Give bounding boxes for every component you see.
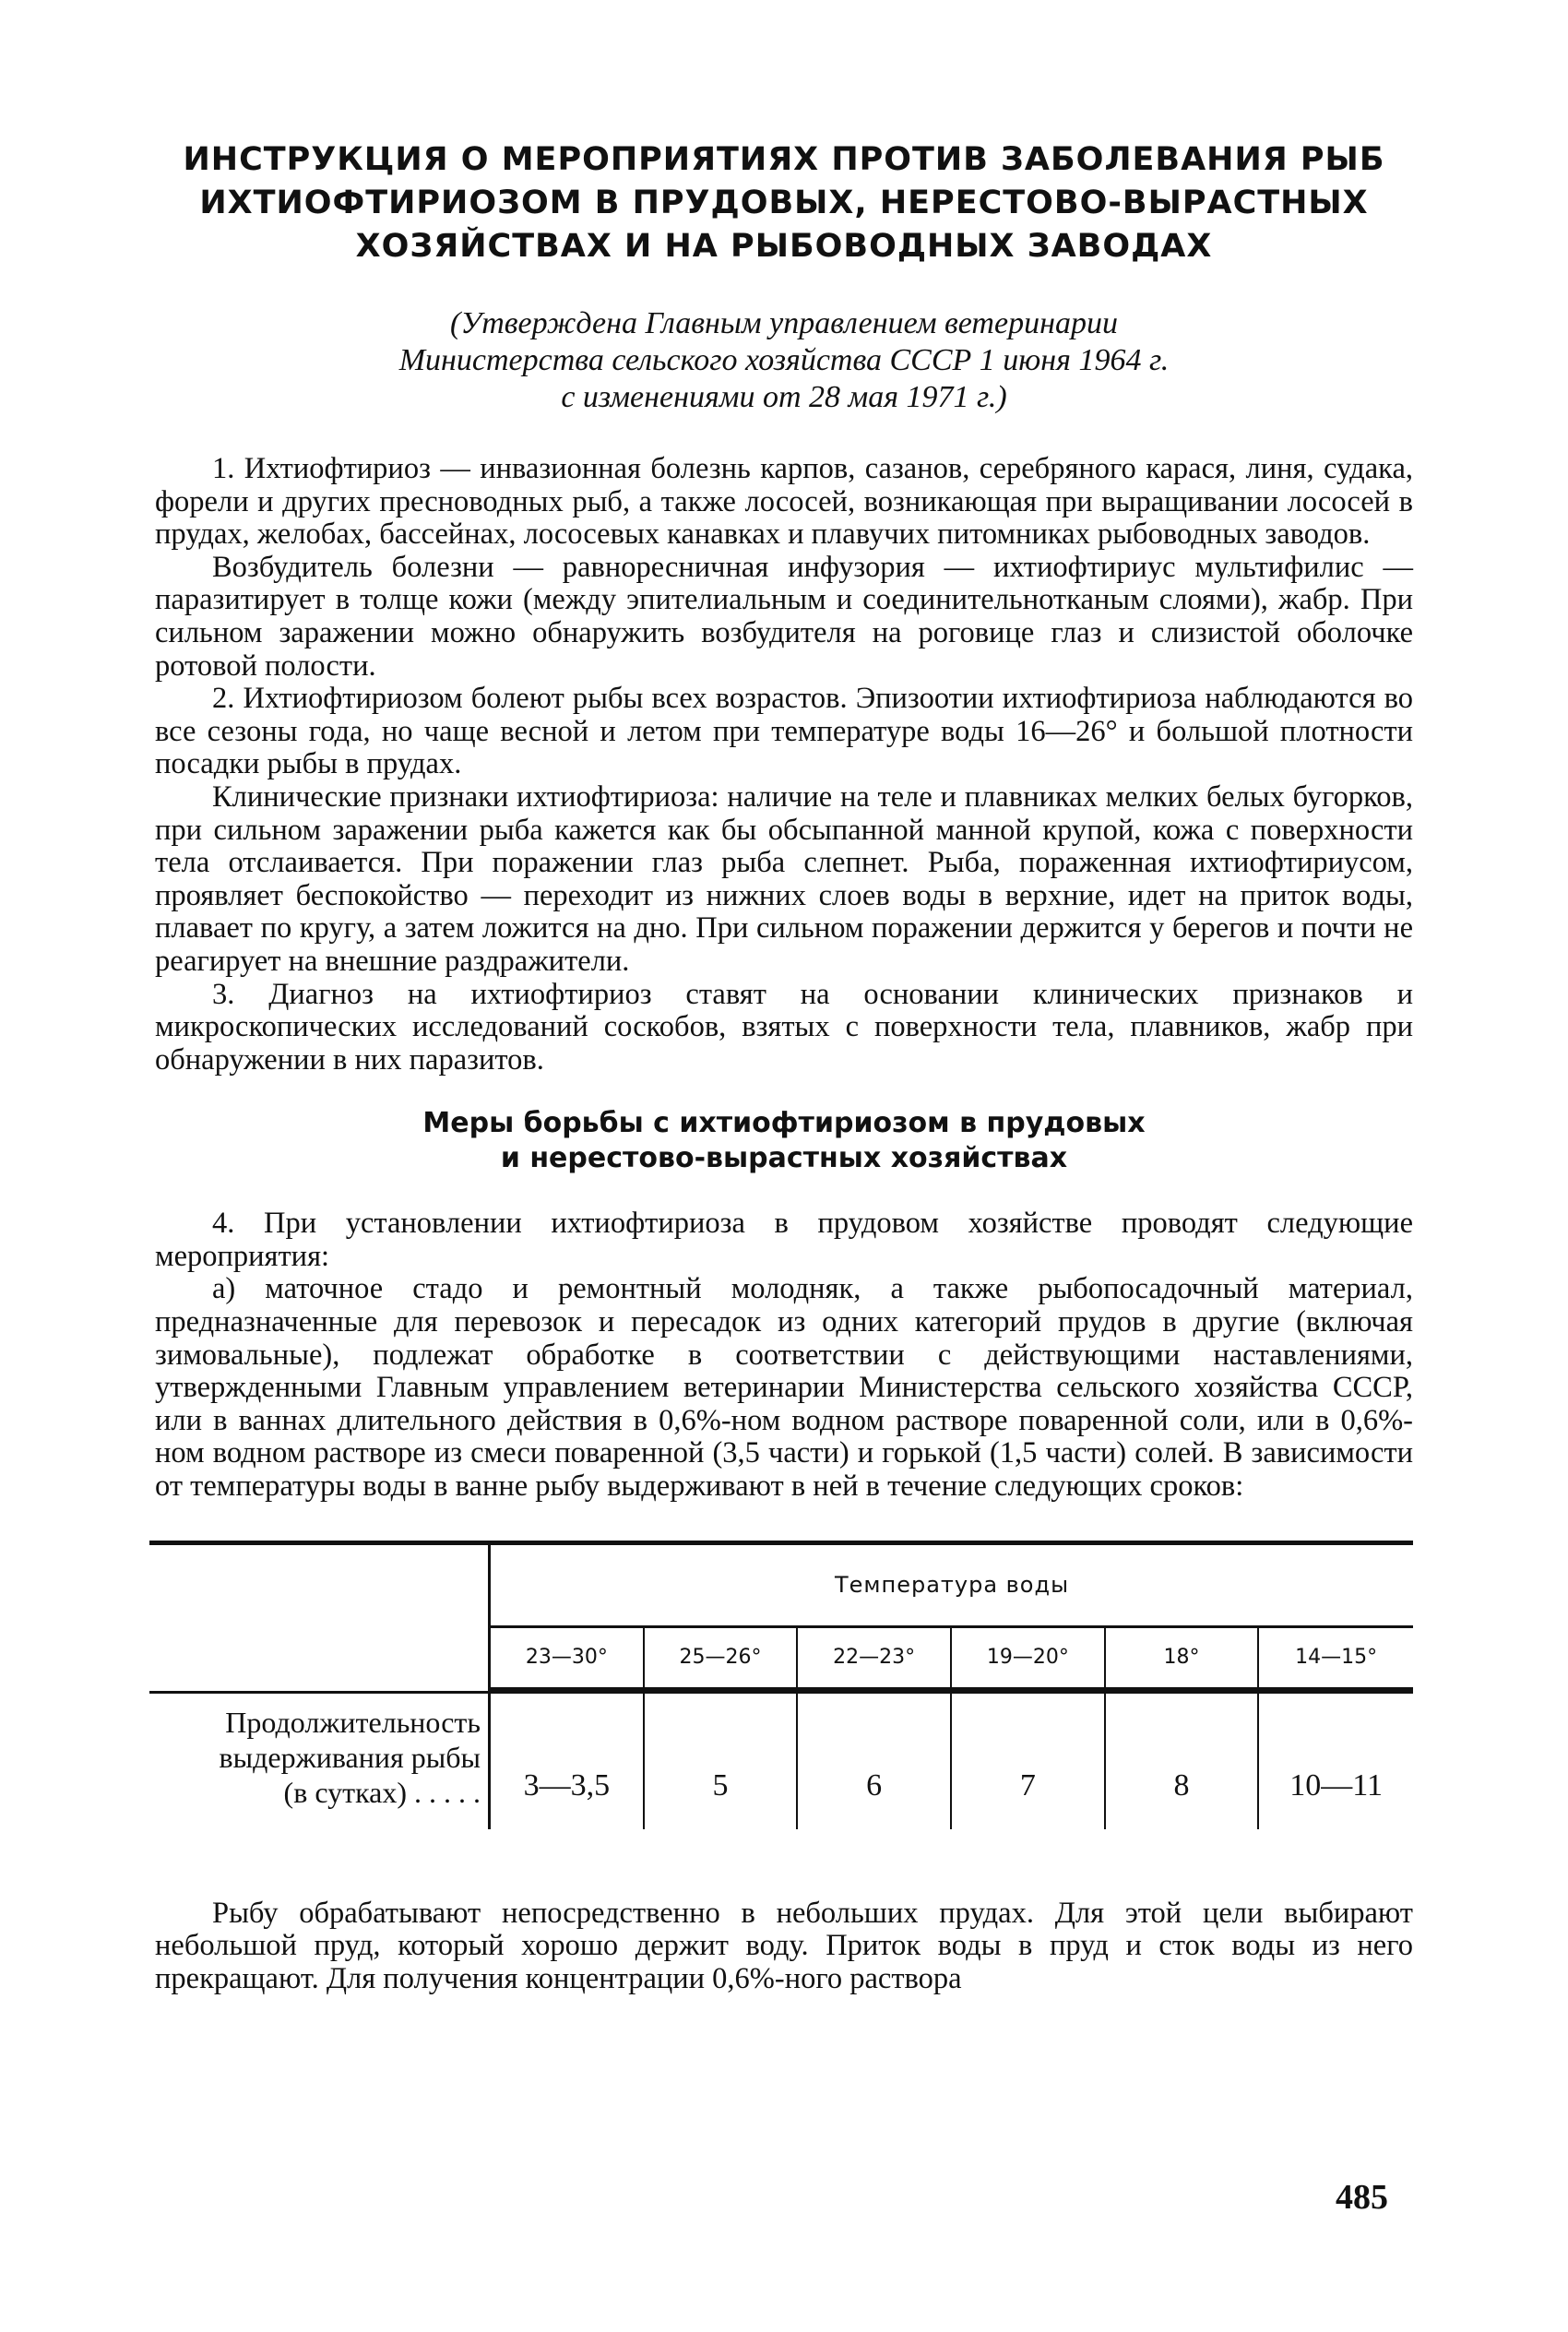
paragraph-4: Клинические признаки ихтиофтириоза: наличие на теле и плавниках мелких белых бугорков, при сильном заражении рыба кажется как бы обсыпанной манной крупой, кожа с поверхности тела отслаивается. При поражении глаз рыба слепнет. Рыба, пораженная ихтиофтириусом, проявляет беспокойство — переходит из нижних слоев воды в верхние, идет на приток воды, плавает по кругу, а затем ложится на дно. При сильном поражении держится у берегов и почти не реагирует на внешние раздражители.: [155, 779, 1413, 978]
body-text: [155, 453, 1413, 1077]
body-text-3: [155, 1898, 1413, 1996]
approval-note-line: с изменениями от 28 мая 1971 г.): [561, 380, 1007, 414]
paragraph-3: 2. Ихтиофтириозом болеют рыбы всех возрастов. Эпизоотии ихтиофтириоза наблюдаются во все сезоны года, но чаще весной и летом при температуре воды 16—26° и большой плотности посадки рыбы в прудах.: [155, 682, 1413, 781]
duration-cell: 10—11: [1259, 1691, 1413, 1829]
temperature-cell: 18°: [1106, 1628, 1260, 1691]
approval-note: [155, 305, 1413, 416]
duration-cell: 6: [798, 1691, 952, 1829]
approval-note-line: (Утверждена Главным управлением ветеринарии: [450, 306, 1118, 340]
temperature-cell: 22—23°: [798, 1628, 952, 1691]
section-heading: [155, 1106, 1413, 1176]
approval-note-line: Министерства сельского хозяйства СССР 1 июня 1964 г.: [398, 343, 1170, 377]
temperature-cell: 19—20°: [952, 1628, 1106, 1691]
table-header-water-temperature: Температура воды: [491, 1545, 1413, 1628]
table-grid: [149, 1545, 1413, 1829]
duration-cell: 7: [952, 1691, 1106, 1829]
duration-cell: 3—3,5: [491, 1691, 645, 1829]
paragraph-5: 3. Диагноз на ихтиофтириоз ставят на основании клинических признаков и микроскопических исследований соскобов, взятых с поверхности тела, плавников, жабр при обнаружении в них паразитов.: [155, 977, 1413, 1077]
body-text-2: [155, 1208, 1413, 1503]
table-stub-head: [149, 1545, 491, 1691]
document-title: ИНСТРУКЦИЯ О МЕРОПРИЯТИЯХ ПРОТИВ ЗАБОЛЕВАНИЯ РЫБ ИХТИОФТИРИОЗОМ В ПРУДОВЫХ, НЕРЕСТОВО-ВЫРАСТНЫХ ХОЗЯЙСТВАХ И НА РЫБОВОДНЫХ ЗАВОДАХ: [183, 141, 1385, 265]
paragraph-7: а) маточное стадо и ремонтный молодняк, а также рыбопосадочный материал, предназначенные для перевозок и пересадок из одних категорий прудов в другие (включая зимовальные), подлежат обработке в соответствии с действующими наставлениями, утвержденными Главным управлением ветеринарии Министерства сельского хозяйства СССР, или в ваннах длительного действия в 0,6%-ном водном растворе поваренной соли, или в 0,6%-ном водном растворе из смеси поваренной (3,5 части) и горькой (1,5 части) солей. В зависимости от температуры воды в ванне рыбу выдерживают в ней в течение следующих сроков:: [155, 1272, 1413, 1504]
row-label-line: выдерживания рыбы: [219, 1740, 481, 1774]
temperature-cell: 25—26°: [645, 1628, 799, 1691]
table-row-label: [149, 1691, 491, 1829]
row-label-line: Продолжительность: [225, 1705, 481, 1739]
duration-cell: 5: [645, 1691, 799, 1829]
paragraph-6: 4. При установлении ихтиофтириоза в прудовом хозяйстве проводят следующие мероприятия:: [155, 1207, 1413, 1273]
temperature-cell: 23—30°: [491, 1628, 645, 1691]
holding-time-table: [149, 1541, 1413, 1829]
page-number: 485: [1336, 2178, 1388, 2217]
row-label-line: (в сутках) . . . . .: [283, 1775, 481, 1809]
section-heading-line: и нерестово-вырастных хозяйствах: [500, 1142, 1068, 1175]
temperature-cell: 14—15°: [1259, 1628, 1413, 1691]
paragraph-1: 1. Ихтиофтириоз — инвазионная болезнь карпов, сазанов, серебряного карася, линя, судака, форели и других пресноводных рыб, а также лососей, возникающая при выращивании лососей в прудах, желобах, бассейнах, лососевых канавках и плавучих питомниках рыбоводных заводов.: [155, 452, 1413, 552]
duration-cell: 8: [1106, 1691, 1260, 1829]
section-heading-line: Меры борьбы с ихтиофтириозом в прудовых: [422, 1107, 1146, 1140]
paragraph-8: Рыбу обрабатывают непосредственно в небольших прудах. Для этой цели выбирают небольшой пруд, который хорошо держит воду. Приток воды в пруд и сток воды из него прекращают. Для получения концентрации 0,6%-ного раствора: [155, 1896, 1413, 1995]
document-page: [155, 138, 1413, 1995]
paragraph-2: Возбудитель болезни — равноресничная инфузория — ихтиофтириус мультифилис — паразитирует в толще кожи (между эпителиальным и соединительнотканым слоями), жабр. При сильном заражении можно обнаружить возбудителя на роговице глаз и слизистой оболочке ротовой полости.: [155, 550, 1413, 683]
